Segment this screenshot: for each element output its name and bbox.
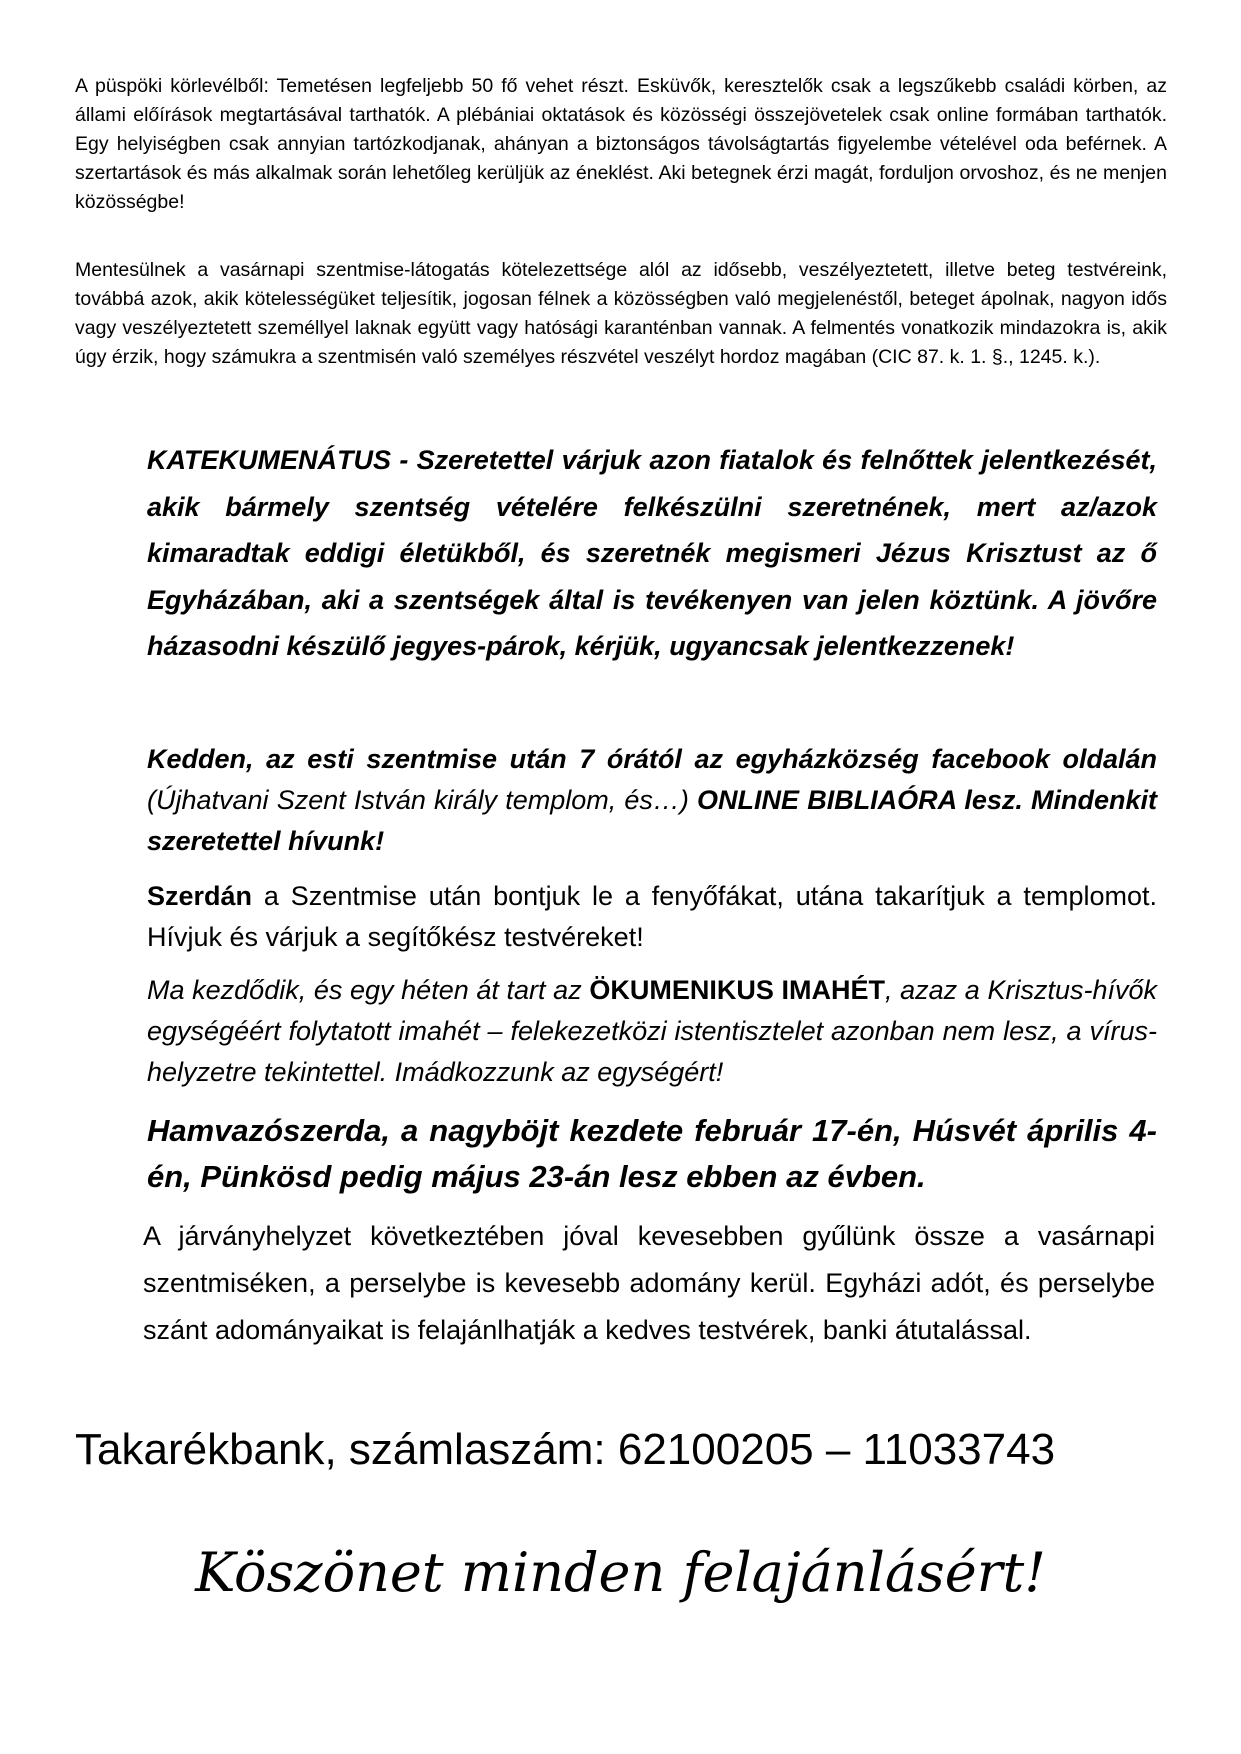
ecumenical-week-paragraph (147, 970, 1157, 1093)
donation-paragraph: A járványhelyzet következtében jóval kevesebben gyűlünk össze a vasárnapi szentmiséken, a perselybe is kevesebb adomány kerül. Egyházi adót, és perselybe szánt adományaikat is felajánlhatják a kedves testvérek, banki átutalással. (143, 1221, 1155, 1345)
ecumenical-rest-text: , azaz a Krisztus-hívők egységéért folytatott imahét – felekezetközi istentisztelet azonban nem lesz, a vírus-helyzetre tekintettel. Imádkozzunk az egységért! (147, 975, 1157, 1087)
ecumenical-highlight: ÖKUMENIKUS IMAHÉT (589, 975, 885, 1005)
katekumenatus-paragraph: KATEKUMENÁTUS - Szeretettel várjuk azon fiatalok és felnőttek jelentkezését, akik bármely szentség vételére felkészülni szeretnének, mert az/azok kimaradtak eddigi életükből, és szeretnék megismeri Jézus Krisztust az ő Egyházában, aki a szentségek által is tevékenyen van jelen köztünk. A jövőre házasodni készülő jegyes-párok, kérjük, ugyancsak jelentkezzenek! (147, 445, 1157, 661)
wednesday-lead: Szerdán (147, 881, 253, 911)
tuesday-bible-class-paragraph (147, 739, 1157, 862)
wednesday-text: a Szentmise után bontjuk le a fenyőfákat, utána takarítjuk a templomot. Hívjuk és várjuk a segítőkész testvéreket! (147, 881, 1157, 952)
wednesday-paragraph (147, 876, 1157, 958)
facebook-page-name: (Újhatvani Szent István király templom, és…) (147, 785, 689, 815)
thanks-line: Köszönet minden felajánlásért! (195, 1541, 1046, 1604)
tuesday-lead-text: Kedden, az esti szentmise után 7 órától az egyházközség facebook oldalán (147, 744, 1157, 774)
bank-account-line: Takarékbank, számlaszám: 62100205 – 11033743 (75, 1425, 1056, 1474)
online-bible-class-text: ONLINE BIBLIAÓRA lesz. Mindenkit szeretettel hívunk! (147, 785, 1157, 856)
mass-exemption-paragraph: Mentesülnek a vasárnapi szentmise-látogatás kötelezettsége alól az idősebb, veszélyeztetett, illetve beteg testvéreink, továbbá azok, akik kötelességüket teljesítik, jogosan félnek a közösségben való megjelenéstől, beteget ápolnak, nagyon idős vagy veszélyeztetett személlyel laknak együtt vagy hatósági karanténban vannak. A felmentés vonatkozik mindazokra is, akik úgy érzik, hogy számukra a szentmisén való személyes részvétel veszélyt hordoz magában (CIC 87. k. 1. §., 1245. k.). (75, 259, 1167, 368)
ecumenical-lead-text: Ma kezdődik, és egy héten át tart az (147, 975, 582, 1005)
ash-wednesday-paragraph: Hamvazószerda, a nagyböjt kezdete február 17-én, Húsvét április 4-én, Pünkösd pedig május 23-án lesz ebben az évben. (147, 1113, 1157, 1194)
bishop-letter-paragraph: A püspöki körlevélből: Temetésen legfeljebb 50 fő vehet részt. Esküvők, keresztelők csak a legszűkebb családi körben, az állami előírások megtartásával tarthatók. A plébániai oktatások és közösségi összejövetelek csak online formában tarthatók. Egy helyiségben csak annyian tartózkodjanak, ahányan a biztonságos távolságtartás figyelembe vételével oda beférnek. A szertartások és más alkalmak során lehetőleg kerüljük az éneklést. Aki betegnek érzi magát, forduljon orvoshoz, és ne menjen közösségbe! (75, 75, 1167, 213)
